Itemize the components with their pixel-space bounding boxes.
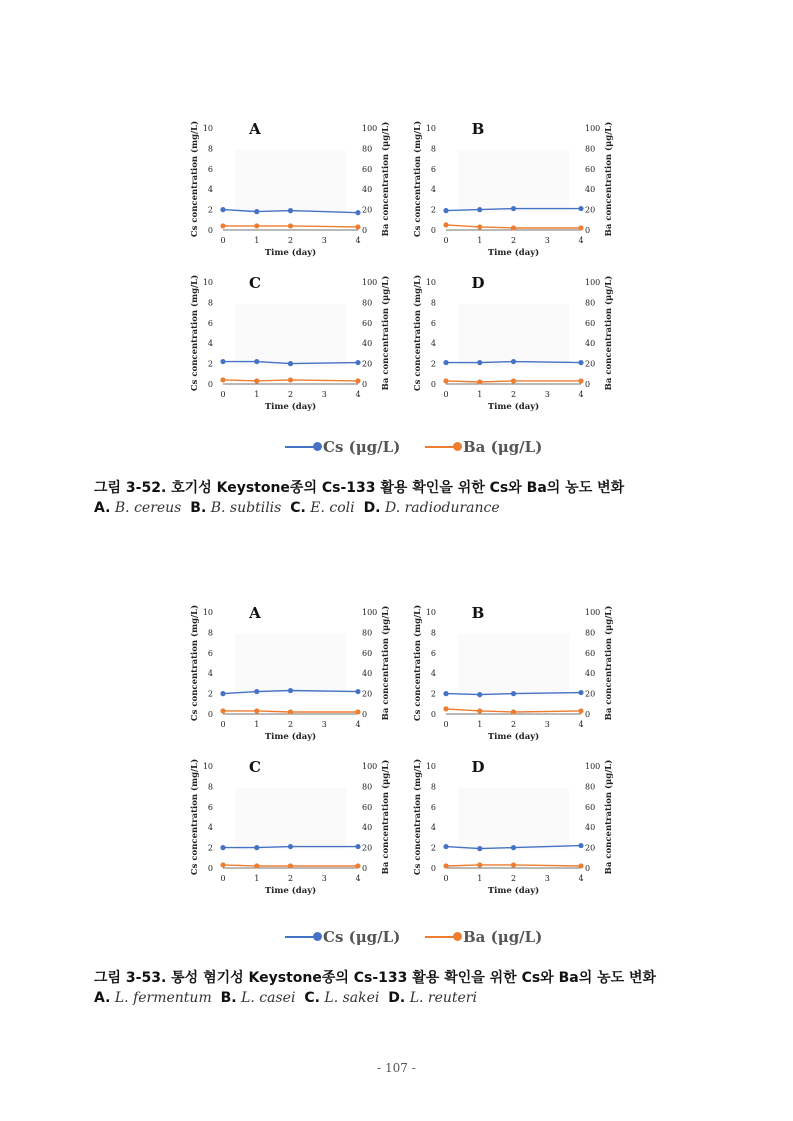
figure-3-52-legend: [285, 438, 585, 460]
y-tick-label: 4: [207, 669, 213, 679]
data-point-cs: [511, 206, 516, 211]
legend-label-ba: Ba (μg/L): [463, 928, 543, 946]
y2-tick-label: 20: [362, 843, 373, 853]
y2-tick-label: 40: [585, 185, 596, 195]
species-name: B. cereus: [114, 500, 182, 516]
x-tick-label: 4: [355, 390, 361, 399]
plot-area: [235, 304, 346, 366]
y2-tick-label: 60: [362, 164, 373, 174]
x-axis-label: Time (day): [487, 248, 540, 258]
y-tick-label: 8: [207, 298, 213, 308]
x-axis-label: Time (day): [264, 402, 317, 412]
x-tick-label: 2: [510, 390, 517, 399]
figure-3-52-species-list: A. B. cereus B. B. subtilis C. E. coli D. D. radiodurance: [94, 500, 500, 516]
y-tick-label: 6: [430, 802, 436, 812]
panel-letter: A: [249, 604, 261, 622]
data-point-ba: [511, 709, 516, 714]
x-axis-label: Time (day): [264, 886, 317, 896]
x-tick-label: 0: [220, 236, 226, 245]
data-point-ba: [254, 378, 259, 383]
data-point-ba: [511, 378, 516, 383]
y-tick-label: 6: [207, 318, 213, 328]
y-tick-label: 0: [430, 380, 436, 389]
x-tick-label: 1: [254, 236, 260, 245]
y2-tick-label: 40: [362, 339, 373, 349]
data-point-ba: [254, 708, 259, 713]
data-point-cs: [220, 359, 225, 364]
y-tick-label: 2: [207, 843, 213, 853]
chart-panel-b: [412, 120, 614, 258]
x-tick-label: 4: [355, 236, 361, 245]
plot-area: [458, 150, 569, 212]
x-tick-label: 1: [477, 874, 483, 883]
x-tick-label: 1: [254, 874, 260, 883]
data-point-cs: [288, 688, 293, 693]
data-point-cs: [288, 361, 293, 366]
data-point-cs: [443, 691, 448, 696]
data-point-cs: [288, 844, 293, 849]
x-tick-label: 3: [544, 874, 550, 883]
x-tick-label: 1: [477, 236, 483, 245]
data-point-cs: [477, 360, 482, 365]
y2-tick-label: 0: [362, 864, 368, 873]
figure-3-53-charts: [0, 594, 793, 904]
y-tick-label: 4: [207, 339, 213, 349]
cs-marker-icon: [285, 936, 321, 938]
chart-panel-d: [412, 758, 614, 896]
y-tick-label: 4: [430, 669, 436, 679]
y2-tick-label: 60: [585, 802, 596, 812]
y-tick-label: 8: [430, 298, 436, 308]
y-tick-label: 2: [207, 689, 213, 699]
chart-panel-c: [189, 758, 391, 896]
plot-area: [458, 304, 569, 366]
y-tick-label: 10: [425, 124, 436, 133]
data-point-cs: [254, 209, 259, 214]
y2-tick-label: 20: [362, 359, 373, 369]
y-tick-label: 10: [425, 278, 436, 287]
y-tick-label: 0: [430, 710, 436, 719]
x-tick-label: 3: [544, 720, 550, 729]
x-tick-label: 1: [254, 720, 260, 729]
data-point-cs: [443, 208, 448, 213]
panel-letter: D: [471, 274, 485, 292]
y-tick-label: 0: [207, 864, 213, 873]
x-tick-label: 4: [355, 720, 361, 729]
data-point-ba: [254, 863, 259, 868]
y-tick-label: 8: [207, 782, 213, 792]
y2-axis-label: Ba concentration (μg/L): [381, 275, 391, 391]
y2-tick-label: 80: [585, 628, 596, 638]
species-name: D. radiodurance: [384, 500, 500, 516]
y2-tick-label: 80: [585, 298, 596, 308]
x-tick-label: 4: [578, 236, 584, 245]
y2-tick-label: 0: [585, 710, 591, 719]
y-tick-label: 2: [207, 359, 213, 369]
y-tick-label: 10: [425, 608, 436, 617]
data-point-cs: [511, 845, 516, 850]
y-tick-label: 4: [430, 823, 436, 833]
figure-3-52-charts: [0, 110, 793, 420]
y2-tick-label: 60: [585, 318, 596, 328]
y2-tick-label: 80: [362, 144, 373, 154]
figure-3-52-caption: 그림 3-52. 호기성 Keystone종의 Cs-133 활용 확인을 위한 Cs와 Ba의 농도 변화: [94, 480, 625, 496]
figure-3-53-legend: [285, 928, 585, 950]
data-point-ba: [477, 862, 482, 867]
y-tick-label: 4: [207, 185, 213, 195]
y-tick-label: 8: [430, 628, 436, 638]
species-name: B. subtilis: [210, 500, 282, 516]
data-point-cs: [477, 207, 482, 212]
chart-panel-b: [412, 604, 614, 742]
data-point-ba: [443, 378, 448, 383]
y-tick-label: 2: [430, 359, 436, 369]
data-point-ba: [443, 222, 448, 227]
x-tick-label: 4: [578, 390, 584, 399]
x-tick-label: 4: [578, 720, 584, 729]
y-tick-label: 6: [207, 164, 213, 174]
chart-panel-a: [189, 604, 391, 742]
legend-item-cs: [285, 438, 400, 456]
y-tick-label: 6: [430, 318, 436, 328]
y-tick-label: 4: [430, 339, 436, 349]
ba-marker-icon: [425, 446, 461, 448]
chart-panel-c: [189, 274, 391, 412]
x-axis-label: Time (day): [487, 886, 540, 896]
ba-marker-icon: [425, 936, 461, 938]
x-tick-label: 3: [544, 390, 550, 399]
y-tick-label: 0: [207, 226, 213, 235]
y-tick-label: 10: [202, 762, 213, 771]
y-axis-label: Cs concentration (mg/L): [413, 604, 423, 722]
y2-tick-label: 100: [585, 124, 601, 133]
data-point-ba: [288, 377, 293, 382]
y-axis-label: Cs concentration (mg/L): [413, 758, 423, 876]
y-tick-label: 8: [207, 628, 213, 638]
figure-3-53-species-list: A. L. fermentum B. L. casei C. L. sakei D. L. reuteri: [94, 990, 477, 1006]
y2-tick-label: 20: [585, 359, 596, 369]
plot-area: [235, 788, 346, 850]
data-point-ba: [355, 863, 360, 868]
data-point-cs: [254, 845, 259, 850]
x-axis-label: Time (day): [487, 402, 540, 412]
y-tick-label: 6: [430, 648, 436, 658]
y2-tick-label: 40: [362, 185, 373, 195]
x-tick-label: 3: [321, 720, 327, 729]
page-number: - 107 -: [377, 1061, 416, 1075]
legend-item-ba: [425, 928, 542, 946]
x-tick-label: 3: [321, 236, 327, 245]
y2-tick-label: 40: [585, 669, 596, 679]
data-point-ba: [220, 708, 225, 713]
y2-tick-label: 100: [362, 608, 378, 617]
y2-tick-label: 100: [362, 762, 378, 771]
x-axis-label: Time (day): [264, 248, 317, 258]
data-point-cs: [443, 360, 448, 365]
y2-axis-label: Ba concentration (μg/L): [604, 605, 614, 721]
legend-label-cs: Cs (μg/L): [323, 928, 401, 946]
y2-tick-label: 0: [585, 864, 591, 873]
y2-tick-label: 0: [585, 380, 591, 389]
legend-label-ba: Ba (μg/L): [463, 438, 543, 456]
data-point-ba: [443, 863, 448, 868]
x-axis-label: Time (day): [487, 732, 540, 742]
species-name: L. casei: [241, 990, 296, 1006]
y-tick-label: 0: [207, 380, 213, 389]
y-tick-label: 8: [430, 782, 436, 792]
x-tick-label: 1: [254, 390, 260, 399]
figure-3-53-caption: 그림 3-53. 통성 혐기성 Keystone종의 Cs-133 활용 확인을 위한 Cs와 Ba의 농도 변화: [94, 970, 657, 986]
y-tick-label: 0: [430, 226, 436, 235]
y-tick-label: 8: [430, 144, 436, 154]
data-point-ba: [511, 225, 516, 230]
y2-tick-label: 80: [362, 628, 373, 638]
data-point-cs: [578, 206, 583, 211]
x-tick-label: 2: [287, 720, 294, 729]
data-point-cs: [578, 690, 583, 695]
x-tick-label: 0: [443, 874, 449, 883]
y2-tick-label: 0: [585, 226, 591, 235]
y2-axis-label: Ba concentration (μg/L): [604, 275, 614, 391]
y2-tick-label: 20: [362, 205, 373, 215]
x-tick-label: 2: [287, 236, 294, 245]
data-point-ba: [288, 709, 293, 714]
species-name: L. reuteri: [409, 990, 477, 1006]
data-point-ba: [578, 863, 583, 868]
y-tick-label: 4: [207, 823, 213, 833]
data-point-ba: [254, 223, 259, 228]
data-point-cs: [220, 691, 225, 696]
y-tick-label: 2: [430, 843, 436, 853]
y2-tick-label: 0: [362, 380, 368, 389]
plot-area: [235, 150, 346, 212]
data-point-cs: [355, 689, 360, 694]
y-axis-label: Cs concentration (mg/L): [190, 274, 200, 392]
y2-tick-label: 20: [362, 689, 373, 699]
data-point-ba: [288, 223, 293, 228]
data-point-ba: [288, 863, 293, 868]
data-point-ba: [477, 224, 482, 229]
y-axis-label: Cs concentration (mg/L): [190, 604, 200, 722]
y2-tick-label: 20: [585, 843, 596, 853]
data-point-ba: [511, 862, 516, 867]
data-point-cs: [477, 846, 482, 851]
y2-axis-label: Ba concentration (μg/L): [604, 121, 614, 237]
y2-axis-label: Ba concentration (μg/L): [604, 759, 614, 875]
y2-tick-label: 0: [362, 226, 368, 235]
x-axis-label: Time (day): [264, 732, 317, 742]
x-tick-label: 1: [477, 720, 483, 729]
y2-tick-label: 60: [362, 318, 373, 328]
y2-tick-label: 40: [362, 669, 373, 679]
y2-axis-label: Ba concentration (μg/L): [381, 605, 391, 721]
y-tick-label: 6: [207, 648, 213, 658]
x-tick-label: 0: [443, 390, 449, 399]
x-tick-label: 2: [287, 390, 294, 399]
legend-label-cs: Cs (μg/L): [323, 438, 401, 456]
y2-tick-label: 60: [585, 648, 596, 658]
data-point-cs: [578, 843, 583, 848]
y2-tick-label: 60: [585, 164, 596, 174]
y-axis-label: Cs concentration (mg/L): [413, 120, 423, 238]
data-point-cs: [220, 845, 225, 850]
x-tick-label: 3: [544, 236, 550, 245]
x-tick-label: 2: [510, 874, 517, 883]
y2-tick-label: 100: [585, 608, 601, 617]
data-point-ba: [355, 224, 360, 229]
x-tick-label: 0: [220, 720, 226, 729]
data-point-cs: [254, 689, 259, 694]
y-tick-label: 0: [207, 710, 213, 719]
data-point-cs: [220, 207, 225, 212]
species-name: E. coli: [310, 500, 355, 516]
y-tick-label: 10: [202, 124, 213, 133]
y-tick-label: 2: [430, 205, 436, 215]
y2-tick-label: 80: [585, 144, 596, 154]
x-tick-label: 0: [443, 720, 449, 729]
data-point-ba: [220, 862, 225, 867]
y2-tick-label: 80: [362, 298, 373, 308]
x-tick-label: 0: [220, 874, 226, 883]
y-axis-label: Cs concentration (mg/L): [413, 274, 423, 392]
x-tick-label: 3: [321, 874, 327, 883]
y2-tick-label: 100: [585, 762, 601, 771]
panel-letter: D: [471, 758, 485, 776]
y-tick-label: 6: [207, 802, 213, 812]
data-point-ba: [443, 706, 448, 711]
x-tick-label: 2: [510, 236, 517, 245]
chart-panel-a: [189, 120, 391, 258]
species-name: L. sakei: [324, 990, 380, 1006]
x-tick-label: 4: [355, 874, 361, 883]
y-tick-label: 6: [430, 164, 436, 174]
y2-tick-label: 20: [585, 689, 596, 699]
data-point-cs: [254, 359, 259, 364]
legend-item-ba: [425, 438, 542, 456]
x-tick-label: 4: [578, 874, 584, 883]
y2-tick-label: 60: [362, 648, 373, 658]
panel-letter: B: [471, 120, 485, 138]
data-point-ba: [578, 225, 583, 230]
plot-area: [458, 634, 569, 696]
y2-tick-label: 80: [362, 782, 373, 792]
x-tick-label: 0: [220, 390, 226, 399]
y-tick-label: 2: [430, 689, 436, 699]
data-point-cs: [355, 360, 360, 365]
data-point-cs: [443, 844, 448, 849]
y2-tick-label: 20: [585, 205, 596, 215]
data-point-ba: [477, 708, 482, 713]
y2-tick-label: 60: [362, 802, 373, 812]
data-point-cs: [355, 844, 360, 849]
y-tick-label: 8: [207, 144, 213, 154]
y2-tick-label: 40: [585, 823, 596, 833]
data-point-ba: [220, 377, 225, 382]
y2-tick-label: 40: [362, 823, 373, 833]
data-point-cs: [578, 360, 583, 365]
y-tick-label: 10: [202, 608, 213, 617]
y-axis-label: Cs concentration (mg/L): [190, 120, 200, 238]
x-tick-label: 0: [443, 236, 449, 245]
data-point-cs: [511, 359, 516, 364]
y2-tick-label: 40: [585, 339, 596, 349]
y2-axis-label: Ba concentration (μg/L): [381, 759, 391, 875]
x-tick-label: 2: [510, 720, 517, 729]
data-point-ba: [355, 709, 360, 714]
y-tick-label: 0: [430, 864, 436, 873]
y-tick-label: 2: [207, 205, 213, 215]
data-point-cs: [355, 210, 360, 215]
data-point-ba: [477, 379, 482, 384]
data-point-cs: [477, 692, 482, 697]
cs-marker-icon: [285, 446, 321, 448]
species-name: L. fermentum: [114, 990, 212, 1006]
x-tick-label: 1: [477, 390, 483, 399]
x-tick-label: 3: [321, 390, 327, 399]
data-point-cs: [511, 691, 516, 696]
y-tick-label: 10: [202, 278, 213, 287]
panel-letter: A: [249, 120, 261, 138]
panel-letter: C: [249, 758, 261, 776]
y2-tick-label: 100: [362, 124, 378, 133]
data-point-ba: [578, 378, 583, 383]
y-axis-label: Cs concentration (mg/L): [190, 758, 200, 876]
data-point-ba: [220, 223, 225, 228]
plot-area: [458, 788, 569, 850]
legend-item-cs: [285, 928, 400, 946]
data-point-ba: [578, 708, 583, 713]
chart-panel-d: [412, 274, 614, 412]
y2-tick-label: 100: [585, 278, 601, 287]
y-tick-label: 10: [425, 762, 436, 771]
y2-tick-label: 80: [585, 782, 596, 792]
plot-area: [235, 634, 346, 696]
y2-tick-label: 100: [362, 278, 378, 287]
panel-letter: C: [249, 274, 261, 292]
data-point-ba: [355, 378, 360, 383]
panel-letter: B: [471, 604, 485, 622]
y2-tick-label: 0: [362, 710, 368, 719]
data-point-cs: [288, 208, 293, 213]
y2-axis-label: Ba concentration (μg/L): [381, 121, 391, 237]
y-tick-label: 4: [430, 185, 436, 195]
x-tick-label: 2: [287, 874, 294, 883]
